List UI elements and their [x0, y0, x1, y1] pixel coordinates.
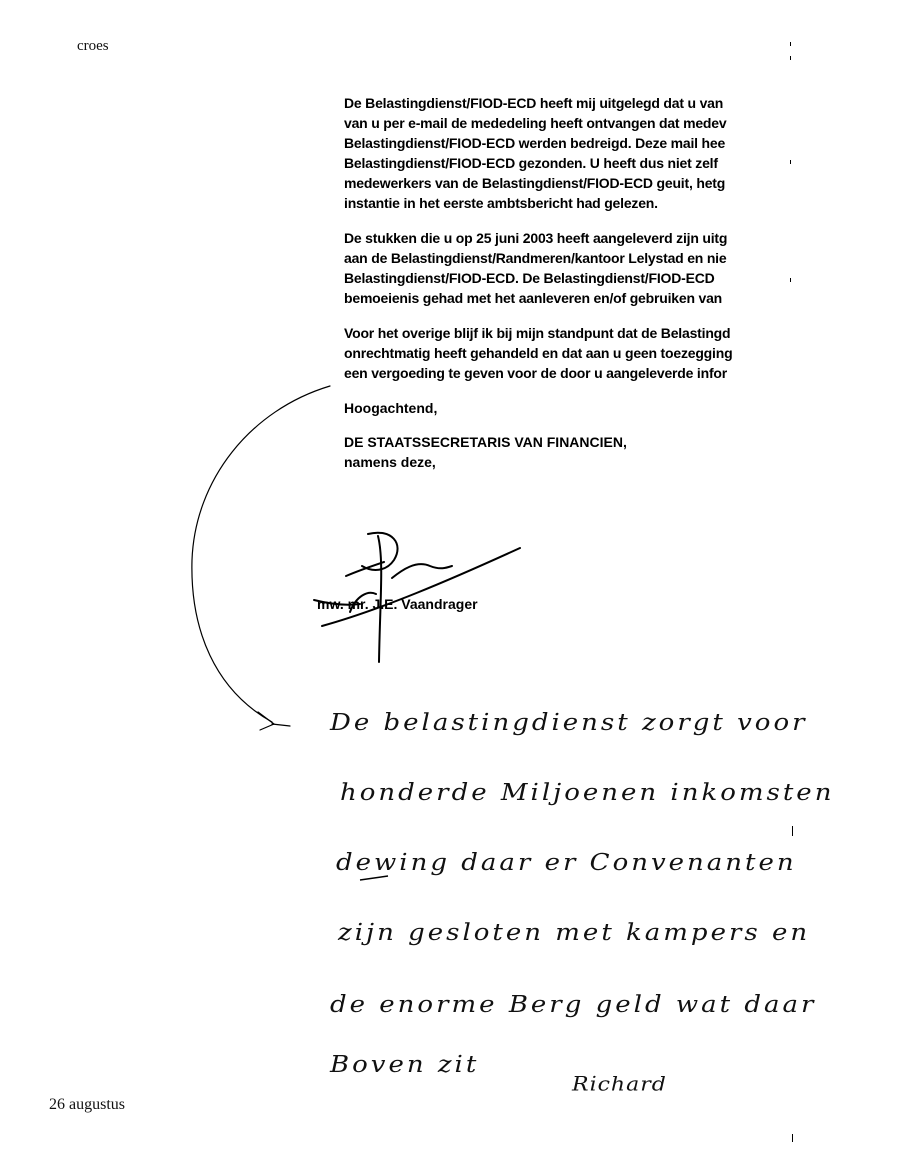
paragraph-line: onrechtmatig heeft gehandeld en dat aan u geen toezegging	[344, 345, 733, 361]
paragraph-2	[344, 228, 806, 308]
paragraph-1	[344, 93, 806, 213]
handwriting-line: De belastingdienst zorgt voor	[330, 709, 808, 737]
signer-name: mw. mr. J.E. Vaandrager	[317, 596, 478, 612]
paragraph-line: van u per e-mail de mededeling heeft ontvangen dat medev	[344, 115, 727, 131]
paragraph-line: een vergoeding te geven voor de door u aangeleverde infor	[344, 365, 728, 381]
header-name: croes	[77, 38, 109, 54]
footer-date: 26 augustus	[49, 1096, 125, 1113]
paragraph-line: medewerkers van de Belastingdienst/FIOD-ECD geuit, hetg	[344, 175, 726, 191]
arrow-icon	[192, 386, 330, 730]
on-behalf-line: namens deze,	[344, 454, 436, 470]
handwriting-line: honderde Miljoenen inkomsten	[340, 779, 835, 807]
handwriting-line: de enorme Berg geld wat daar	[330, 991, 817, 1019]
letter-body	[344, 93, 806, 486]
handwriting-line: zijn gesloten met kampers en	[338, 919, 811, 947]
handwriting-line: dewing daar er Convenanten	[336, 849, 797, 877]
paragraph-line: Belastingdienst/FIOD-ECD gezonden. U heeft dus niet zelf	[344, 155, 718, 171]
paragraph-line: Belastingdienst/FIOD-ECD. De Belastingdienst/FIOD-ECD	[344, 270, 715, 286]
underline-mark-icon	[360, 876, 388, 880]
paragraph-line: instantie in het eerste ambtsbericht had gelezen.	[344, 195, 658, 211]
paragraph-line: Voor het overige blijf ik bij mijn standpunt dat de Belastingd	[344, 325, 731, 341]
paragraph-line: De Belastingdienst/FIOD-ECD heeft mij uitgelegd dat u van	[344, 95, 724, 111]
title-line: DE STAATSSECRETARIS VAN FINANCIEN,	[344, 434, 627, 450]
paragraph-line: Belastingdienst/FIOD-ECD werden bedreigd. Deze mail hee	[344, 135, 726, 151]
paragraph-3	[344, 323, 806, 383]
salutation: Hoogachtend,	[344, 400, 438, 416]
handwritten-signature: Richard	[572, 1073, 667, 1096]
paragraph-line: bemoeienis gehad met het aanleveren en/of gebruiken van	[344, 290, 723, 306]
handwriting-line: Boven zit	[330, 1051, 480, 1079]
paragraph-line: aan de Belastingdienst/Randmeren/kantoor Lelystad en nie	[344, 250, 727, 266]
paragraph-line: De stukken die u op 25 juni 2003 heeft aangeleverd zijn uitg	[344, 230, 728, 246]
